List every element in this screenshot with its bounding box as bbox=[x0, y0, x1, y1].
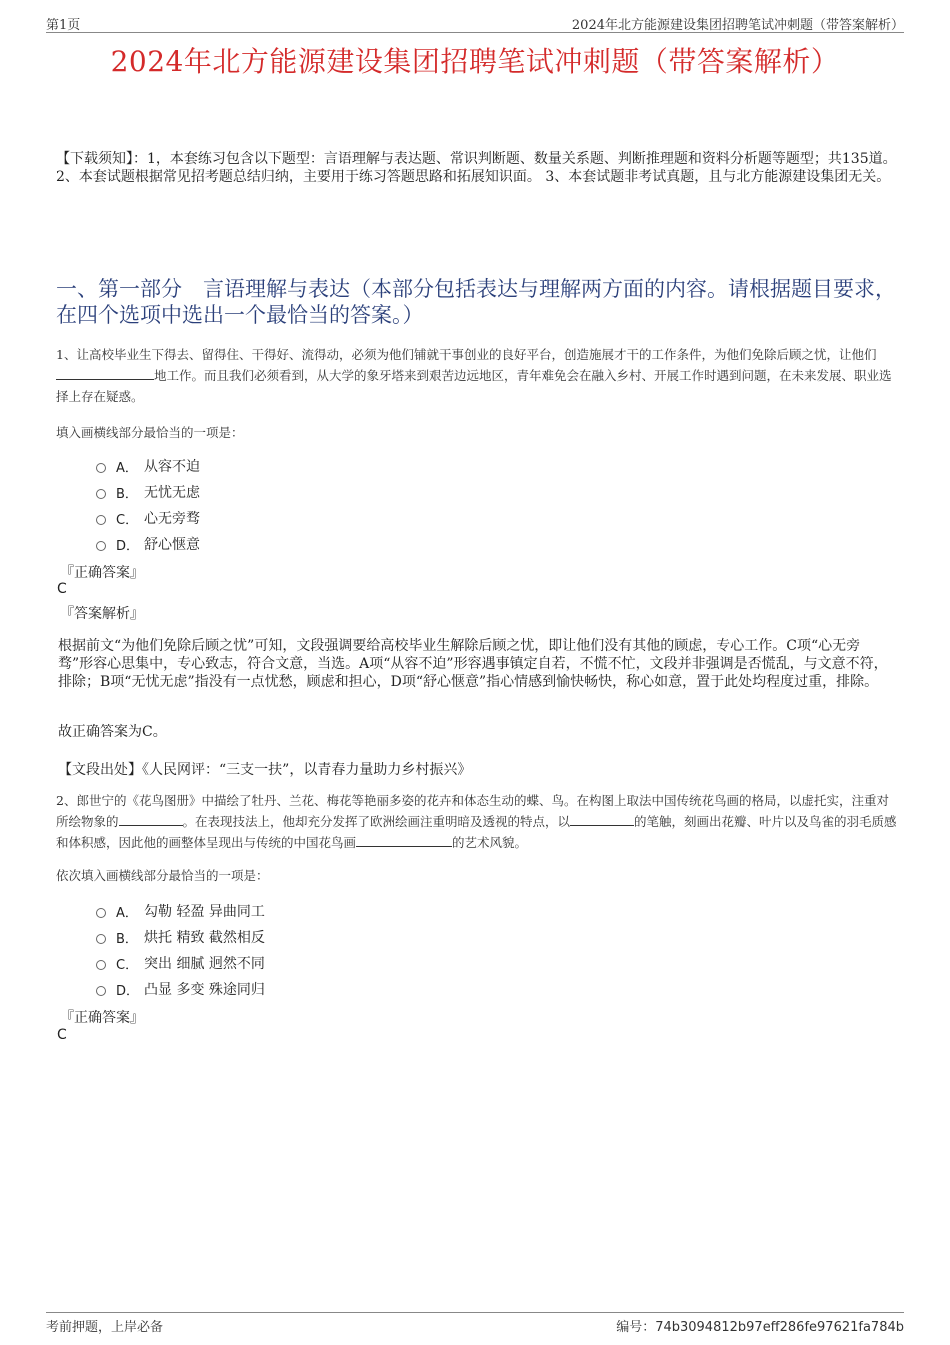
radio-icon[interactable] bbox=[96, 934, 106, 944]
question-2-text-d: 的艺术风貌。 bbox=[452, 835, 528, 850]
footer-code-label: 编号： bbox=[616, 1320, 656, 1335]
option-d[interactable] bbox=[96, 976, 265, 1002]
question-2-options bbox=[96, 898, 265, 1002]
page-title: 2024年北方能源建设集团招聘笔试冲刺题（带答案解析） bbox=[110, 45, 840, 78]
correct-answer: C bbox=[57, 581, 67, 597]
section-heading: 一、第一部分 言语理解与表达（本部分包括表达与理解两方面的内容。请根据题目要求，在四个选项中选出一个最恰当的答案。） bbox=[56, 277, 896, 327]
option-letter: D． bbox=[116, 538, 140, 554]
question-2-text-b: 。在表现技法上，他却充分发挥了欧洲绘画注重明暗及透视的特点，以 bbox=[182, 814, 571, 829]
footer-slogan: 考前押题，上岸必备 bbox=[46, 1320, 164, 1335]
answer-blank bbox=[356, 832, 452, 847]
option-text: 凸显 多变 殊途同归 bbox=[144, 982, 265, 998]
option-text: 从容不迫 bbox=[144, 459, 200, 475]
question-1-stem bbox=[56, 344, 901, 407]
radio-icon[interactable] bbox=[96, 986, 106, 996]
question-2-prompt: 依次填入画横线部分最恰当的一项是： bbox=[56, 868, 269, 883]
answer-blank bbox=[56, 365, 154, 380]
option-a[interactable] bbox=[96, 453, 200, 479]
question-1-prompt: 填入画横线部分最恰当的一项是： bbox=[56, 425, 244, 440]
option-text: 无忧无虑 bbox=[144, 485, 200, 501]
option-letter: A． bbox=[116, 460, 138, 476]
option-d[interactable] bbox=[96, 531, 200, 557]
option-b[interactable] bbox=[96, 924, 265, 950]
footer-document-id bbox=[616, 1316, 904, 1335]
question-1-text-a: 1、让高校毕业生下得去、留得住、干得好、流得动，必须为他们铺就干事创业的良好平台，创造施展才干的工作条件，为他们免除后顾之忧，让他们 bbox=[56, 347, 877, 362]
option-c[interactable] bbox=[96, 950, 265, 976]
footer-code: 74b3094812b97eff286fe97621fa784b bbox=[655, 1320, 904, 1335]
correct-answer-label: 『正确答案』 bbox=[60, 1010, 144, 1026]
option-letter: C． bbox=[116, 512, 139, 528]
answer-blank bbox=[570, 811, 634, 826]
option-c[interactable] bbox=[96, 505, 200, 531]
option-letter: D． bbox=[116, 983, 140, 999]
option-text: 烘托 精致 截然相反 bbox=[144, 930, 265, 946]
correct-answer-label: 『正确答案』 bbox=[60, 565, 144, 581]
question-2-text-a: 2、郎世宁的《花鸟图册》中描绘了牡丹、兰花、梅花等艳丽多姿的花卉和体态生动的蝶、鸟。在构图上取法中国传统花鸟画的格局，以虚托实，注重对所绘物象的 bbox=[56, 793, 889, 829]
footer-divider bbox=[46, 1312, 904, 1313]
radio-icon[interactable] bbox=[96, 489, 106, 499]
question-2-text-c: 的笔触，刻画出花瓣、叶片以及鸟雀的羽毛质感和体积感，因此他的画整体呈现出与传统的中国花鸟画 bbox=[56, 814, 897, 850]
radio-icon[interactable] bbox=[96, 960, 106, 970]
option-letter: B． bbox=[116, 931, 138, 947]
option-a[interactable] bbox=[96, 898, 265, 924]
header-doc-title: 2024年北方能源建设集团招聘笔试冲刺题（带答案解析） bbox=[571, 18, 904, 33]
option-letter: A． bbox=[116, 905, 138, 921]
radio-icon[interactable] bbox=[96, 463, 106, 473]
analysis-label: 『答案解析』 bbox=[60, 606, 144, 622]
page-number: 第1页 bbox=[46, 18, 81, 33]
option-letter: B． bbox=[116, 486, 138, 502]
radio-icon[interactable] bbox=[96, 541, 106, 551]
answer-analysis: 根据前文“为他们免除后顾之忧”可知，文段强调要给高校毕业生解除后顾之忧，即让他们没有其他的顾虑，专心工作。C项“心无旁骛”形容心思集中，专心致志，符合文意，当选。A项“从容不迫”形容遇事镇定自若，不慌不忙，文段并非强调是否慌乱，与文意不符，排除；B项“无忧无虑”指没有一点忧愁，顾虑和担心，D项“舒心惬意”指心情感到愉快畅快，称心如意，置于此处均程度过重，排除。 bbox=[58, 638, 888, 690]
question-1-options bbox=[96, 453, 200, 557]
option-letter: C． bbox=[116, 957, 139, 973]
header-divider bbox=[46, 32, 904, 33]
radio-icon[interactable] bbox=[96, 515, 106, 525]
answer-conclusion: 故正确答案为C。 bbox=[58, 724, 167, 740]
passage-source: 【文段出处】《人民网评：“三支一扶”，以青春力量助力乡村振兴》 bbox=[58, 762, 472, 778]
question-1-text-b: 地工作。而且我们必须看到，从大学的象牙塔来到艰苦边远地区，青年难免会在融入乡村、开展工作时遇到问题，在未来发展、职业选择上存在疑惑。 bbox=[56, 368, 892, 404]
question-2-stem bbox=[56, 790, 901, 853]
option-b[interactable] bbox=[96, 479, 200, 505]
option-text: 心无旁骛 bbox=[144, 511, 200, 527]
answer-blank bbox=[119, 811, 183, 826]
download-notice: 【下载须知】：1，本套练习包含以下题型：言语理解与表达题、常识判断题、数量关系题、判断推理题和资料分析题等题型；共135道。 2、本套试题根据常见招考题总结归纳，主要用于练习答题思路和拓展知识面。 3、本套试题非考试真题，且与北方能源建设集团无关。 bbox=[56, 151, 897, 185]
correct-answer: C bbox=[57, 1027, 67, 1043]
option-text: 勾勒 轻盈 异曲同工 bbox=[144, 904, 265, 920]
radio-icon[interactable] bbox=[96, 908, 106, 918]
option-text: 舒心惬意 bbox=[144, 537, 200, 553]
option-text: 突出 细腻 迥然不同 bbox=[144, 956, 265, 972]
